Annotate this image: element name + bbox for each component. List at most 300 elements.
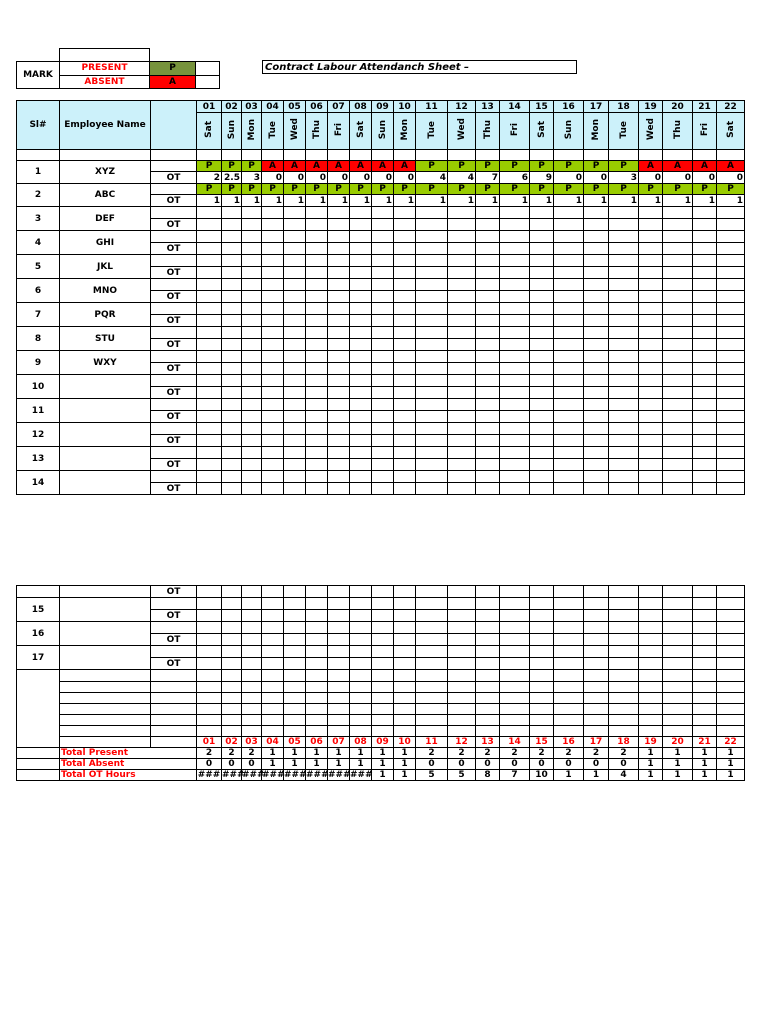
attendance-cell	[584, 327, 609, 339]
sl-cell: 10	[17, 375, 60, 399]
employee-name	[60, 598, 151, 622]
ot-cell	[416, 610, 448, 622]
day-number-header: 09	[372, 101, 394, 113]
empty-cell	[394, 150, 416, 161]
empty-cell	[530, 670, 554, 682]
attendance-cell	[500, 279, 530, 291]
attendance-cell	[262, 231, 284, 243]
attendance-cell	[416, 327, 448, 339]
ot-cell	[222, 483, 242, 495]
empty-cell	[222, 682, 242, 693]
empty-cell	[609, 670, 639, 682]
attendance-cell: P	[448, 184, 476, 195]
ot-cell: 1	[262, 195, 284, 207]
ot-cell	[448, 658, 476, 670]
ot-cell	[530, 267, 554, 279]
ot-cell	[262, 483, 284, 495]
ot-cell	[609, 634, 639, 646]
empty-cell	[284, 670, 306, 682]
empty-cell	[242, 726, 262, 737]
empty-cell	[284, 693, 306, 704]
empty-cell	[328, 150, 350, 161]
attendance-cell	[448, 327, 476, 339]
total-ot-cell: 1	[394, 770, 416, 781]
attendance-cell	[416, 471, 448, 483]
attendance-cell	[222, 471, 242, 483]
empty-cell	[663, 726, 693, 737]
weekday-label: Sat	[355, 121, 366, 138]
totals-day-number: 09	[372, 737, 394, 748]
attendance-cell	[584, 279, 609, 291]
empty-cell	[693, 682, 717, 693]
ot-cell	[530, 243, 554, 255]
ot-cell	[609, 243, 639, 255]
ot-cell	[717, 459, 745, 471]
ot-cell	[476, 610, 500, 622]
ot-cell	[197, 339, 222, 351]
attendance-cell	[663, 279, 693, 291]
empty-cell	[448, 150, 476, 161]
ot-cell	[222, 387, 242, 399]
status-label-cell	[151, 423, 197, 435]
ot-cell	[639, 267, 663, 279]
ot-cell	[639, 315, 663, 327]
weekday-label: Tue	[267, 120, 278, 139]
attendance-cell	[394, 255, 416, 267]
attendance-cell	[584, 471, 609, 483]
day-number-header: 16	[554, 101, 584, 113]
attendance-cell	[222, 279, 242, 291]
weekday-header	[416, 113, 448, 150]
totals-day-number: 18	[609, 737, 639, 748]
ot-cell	[262, 267, 284, 279]
total-ot-cell: 1	[663, 770, 693, 781]
empty-cell	[262, 693, 284, 704]
name-cell-cut	[60, 586, 151, 598]
ot-cell	[476, 658, 500, 670]
total-ot-cell: 1	[372, 770, 394, 781]
employee-name	[60, 423, 151, 447]
ot-cell	[262, 435, 284, 447]
totals-day-number: 04	[262, 737, 284, 748]
attendance-cell	[663, 399, 693, 411]
empty-cell	[372, 670, 394, 682]
attendance-cell	[306, 327, 328, 339]
day-number-header: 02	[222, 101, 242, 113]
attendance-cell: A	[394, 161, 416, 172]
ot-header	[151, 101, 197, 150]
weekday-label: Thu	[672, 120, 683, 139]
empty-cell	[60, 693, 151, 704]
ot-cell	[554, 387, 584, 399]
empty-cell	[151, 150, 197, 161]
attendance-cell	[500, 646, 530, 658]
sl-cell: 11	[17, 399, 60, 423]
attendance-cell: P	[222, 184, 242, 195]
weekday-label: Sat	[725, 121, 736, 138]
attendance-cell	[584, 646, 609, 658]
attendance-cell	[262, 303, 284, 315]
ot-cell	[372, 387, 394, 399]
ot-cell	[476, 363, 500, 375]
ot-cell: 1	[554, 195, 584, 207]
ot-cell	[448, 219, 476, 231]
attendance-cell	[530, 255, 554, 267]
attendance-cell	[416, 598, 448, 610]
total-absent-cell: 1	[639, 759, 663, 770]
totals-day-number: 16	[554, 737, 584, 748]
attendance-cell	[306, 646, 328, 658]
total-present-cell: 1	[372, 748, 394, 759]
attendance-cell: A	[639, 161, 663, 172]
empty-cell	[262, 704, 284, 715]
attendance-cell	[284, 351, 306, 363]
empty-cell	[717, 693, 745, 704]
attendance-cell	[416, 231, 448, 243]
attendance-cell	[530, 231, 554, 243]
attendance-cell	[609, 646, 639, 658]
total-present-cell: 2	[448, 748, 476, 759]
ot-cell	[242, 387, 262, 399]
totals-day-number: 11	[416, 737, 448, 748]
ot-cell	[663, 459, 693, 471]
ot-cell	[394, 291, 416, 303]
attendance-cell	[500, 598, 530, 610]
total-ot-cell: 5	[448, 770, 476, 781]
attendance-cell	[448, 646, 476, 658]
total-absent-cell: 1	[262, 759, 284, 770]
total-absent-cell: 0	[609, 759, 639, 770]
empty-cell	[554, 715, 584, 726]
ot-cell	[476, 387, 500, 399]
attendance-cell	[328, 399, 350, 411]
ot-cell	[328, 610, 350, 622]
attendance-cell	[530, 207, 554, 219]
day-number-header: 08	[350, 101, 372, 113]
totals-label: Total OT Hours	[60, 770, 197, 781]
attendance-cell: A	[262, 161, 284, 172]
attendance-cell	[394, 327, 416, 339]
ot-cell	[693, 610, 717, 622]
ot-label: OT	[151, 195, 197, 207]
empty-cell	[500, 670, 530, 682]
attendance-cell	[394, 375, 416, 387]
attendance-cell	[584, 255, 609, 267]
attendance-cell: A	[372, 161, 394, 172]
attendance-cell	[448, 598, 476, 610]
attendance-cell	[639, 207, 663, 219]
empty-cell	[394, 670, 416, 682]
ot-cell	[554, 586, 584, 598]
attendance-cell	[530, 423, 554, 435]
ot-cell: 0	[350, 172, 372, 184]
ot-cell	[554, 634, 584, 646]
day-number-header: 01	[197, 101, 222, 113]
ot-label: OT	[151, 435, 197, 447]
attendance-cell	[530, 399, 554, 411]
ot-cell	[554, 658, 584, 670]
totals-day-number: 22	[717, 737, 745, 748]
ot-cell	[197, 387, 222, 399]
ot-cell	[530, 411, 554, 423]
total-present-cell: 1	[693, 748, 717, 759]
empty-cell	[448, 670, 476, 682]
ot-cell	[284, 610, 306, 622]
ot-cell	[350, 315, 372, 327]
empty-cell	[394, 704, 416, 715]
attendance-cell	[554, 351, 584, 363]
employee-name: ABC	[60, 184, 151, 207]
attendance-cell: P	[222, 161, 242, 172]
ot-cell	[350, 387, 372, 399]
attendance-cell: P	[717, 184, 745, 195]
attendance-cell	[639, 327, 663, 339]
ot-cell	[663, 610, 693, 622]
attendance-cell	[197, 598, 222, 610]
ot-cell	[394, 267, 416, 279]
empty-cell	[717, 682, 745, 693]
empty-cell	[151, 704, 197, 715]
attendance-cell	[584, 303, 609, 315]
ot-cell	[530, 363, 554, 375]
attendance-cell	[717, 447, 745, 459]
empty-cell	[197, 693, 222, 704]
attendance-cell	[306, 255, 328, 267]
attendance-cell	[262, 423, 284, 435]
ot-cell	[328, 634, 350, 646]
attendance-cell	[530, 646, 554, 658]
attendance-cell	[416, 399, 448, 411]
attendance-cell: P	[328, 184, 350, 195]
empty-cell	[151, 670, 197, 682]
ot-cell	[350, 267, 372, 279]
empty-cell	[242, 715, 262, 726]
weekday-header	[197, 113, 222, 150]
attendance-cell	[584, 447, 609, 459]
ot-cell	[197, 267, 222, 279]
attendance-cell: P	[530, 184, 554, 195]
legend-top-cell	[60, 49, 150, 62]
empty-cell	[328, 704, 350, 715]
sl-cell: 2	[17, 184, 60, 207]
attendance-cell	[328, 279, 350, 291]
ot-cell	[306, 411, 328, 423]
ot-cell	[584, 315, 609, 327]
attendance-cell	[609, 375, 639, 387]
ot-label: OT	[151, 172, 197, 184]
status-label-cell	[151, 255, 197, 267]
weekday-header	[663, 113, 693, 150]
ot-cell	[416, 411, 448, 423]
empty-cell	[554, 150, 584, 161]
attendance-cell	[717, 375, 745, 387]
attendance-cell	[372, 423, 394, 435]
ot-cell	[328, 219, 350, 231]
total-absent-cell: 0	[222, 759, 242, 770]
ot-cell	[693, 315, 717, 327]
empty-cell	[584, 715, 609, 726]
ot-cell	[242, 610, 262, 622]
ot-cell	[306, 459, 328, 471]
ot-cell	[222, 315, 242, 327]
empty-cell	[284, 726, 306, 737]
attendance-cell	[394, 447, 416, 459]
ot-cell	[500, 610, 530, 622]
empty-cell	[717, 150, 745, 161]
ot-cell: 3	[609, 172, 639, 184]
empty-cell	[242, 704, 262, 715]
attendance-cell: P	[242, 184, 262, 195]
attendance-cell	[476, 327, 500, 339]
ot-cell	[416, 459, 448, 471]
ot-cell	[554, 411, 584, 423]
day-number-header: 17	[584, 101, 609, 113]
day-number-header: 14	[500, 101, 530, 113]
total-present-cell: 1	[306, 748, 328, 759]
empty-cell	[60, 150, 151, 161]
ot-cell	[372, 459, 394, 471]
attendance-cell	[372, 327, 394, 339]
attendance-cell	[197, 447, 222, 459]
empty-cell	[476, 693, 500, 704]
ot-cell	[609, 363, 639, 375]
status-label-cell	[151, 351, 197, 363]
ot-cell	[639, 243, 663, 255]
attendance-cell	[262, 471, 284, 483]
totals-day-number: 13	[476, 737, 500, 748]
day-number-header: 13	[476, 101, 500, 113]
attendance-cell	[328, 598, 350, 610]
attendance-cell	[530, 375, 554, 387]
ot-cell	[584, 459, 609, 471]
attendance-cell: P	[584, 184, 609, 195]
attendance-cell	[639, 598, 663, 610]
ot-cell: 0	[584, 172, 609, 184]
empty-cell	[448, 715, 476, 726]
empty-cell	[639, 726, 663, 737]
ot-cell	[394, 339, 416, 351]
empty-cell	[197, 150, 222, 161]
ot-cell	[609, 411, 639, 423]
attendance-cell	[222, 423, 242, 435]
attendance-cell	[554, 423, 584, 435]
attendance-cell	[663, 646, 693, 658]
ot-cell	[448, 267, 476, 279]
attendance-cell	[584, 399, 609, 411]
attendance-cell	[242, 279, 262, 291]
empty-cell	[306, 670, 328, 682]
ot-cell: 1	[306, 195, 328, 207]
attendance-cell: A	[328, 161, 350, 172]
ot-cell	[500, 459, 530, 471]
attendance-cell: P	[663, 184, 693, 195]
empty-cell	[350, 715, 372, 726]
ot-cell	[284, 267, 306, 279]
ot-cell	[693, 658, 717, 670]
status-label-cell	[151, 327, 197, 339]
attendance-cell	[554, 303, 584, 315]
attendance-grid-continued	[16, 585, 745, 781]
attendance-cell: P	[448, 161, 476, 172]
empty-cell	[222, 726, 242, 737]
empty-cell	[350, 150, 372, 161]
ot-cell	[448, 363, 476, 375]
attendance-cell: P	[584, 161, 609, 172]
empty-cell	[717, 726, 745, 737]
attendance-cell	[262, 646, 284, 658]
status-label-cell	[151, 279, 197, 291]
ot-cell	[372, 315, 394, 327]
empty-cell	[639, 693, 663, 704]
empty-cell	[17, 759, 60, 770]
day-number-header: 15	[530, 101, 554, 113]
attendance-cell	[530, 279, 554, 291]
attendance-cell	[448, 351, 476, 363]
attendance-cell	[693, 622, 717, 634]
ot-cell	[717, 411, 745, 423]
ot-cell	[262, 387, 284, 399]
empty-cell	[693, 715, 717, 726]
total-ot-cell: 1	[639, 770, 663, 781]
attendance-cell: A	[693, 161, 717, 172]
ot-cell	[416, 586, 448, 598]
day-number-header: 06	[306, 101, 328, 113]
attendance-cell	[554, 399, 584, 411]
attendance-cell	[584, 598, 609, 610]
ot-cell	[448, 483, 476, 495]
ot-cell	[242, 411, 262, 423]
empty-cell	[17, 748, 60, 759]
ot-cell	[639, 435, 663, 447]
empty-cell	[151, 726, 197, 737]
empty-cell	[500, 693, 530, 704]
empty-cell	[17, 150, 60, 161]
ot-cell	[554, 219, 584, 231]
status-label-cell	[151, 161, 197, 172]
ot-cell	[372, 291, 394, 303]
attendance-cell	[350, 279, 372, 291]
empty-cell	[394, 715, 416, 726]
ot-cell	[350, 610, 372, 622]
total-present-cell: 1	[328, 748, 350, 759]
ot-cell	[262, 658, 284, 670]
ot-cell: 0	[639, 172, 663, 184]
total-absent-cell: 0	[416, 759, 448, 770]
total-ot-cell: ###	[328, 770, 351, 780]
total-ot-cell: ###	[284, 770, 307, 780]
attendance-cell	[328, 303, 350, 315]
attendance-cell	[306, 471, 328, 483]
ot-label: OT	[151, 219, 197, 231]
ot-cell	[222, 658, 242, 670]
empty-cell	[416, 150, 448, 161]
ot-cell	[663, 435, 693, 447]
ot-cell	[242, 459, 262, 471]
attendance-cell	[476, 447, 500, 459]
attendance-cell	[242, 646, 262, 658]
sl-cell: 6	[17, 279, 60, 303]
ot-cell	[500, 411, 530, 423]
ot-cell	[639, 586, 663, 598]
empty-cell	[350, 726, 372, 737]
ot-cell	[693, 243, 717, 255]
ot-cell	[500, 435, 530, 447]
total-ot-cell: ###	[262, 770, 285, 780]
sl-cell: 12	[17, 423, 60, 447]
ot-cell	[554, 363, 584, 375]
attendance-cell	[372, 351, 394, 363]
ot-cell	[693, 339, 717, 351]
